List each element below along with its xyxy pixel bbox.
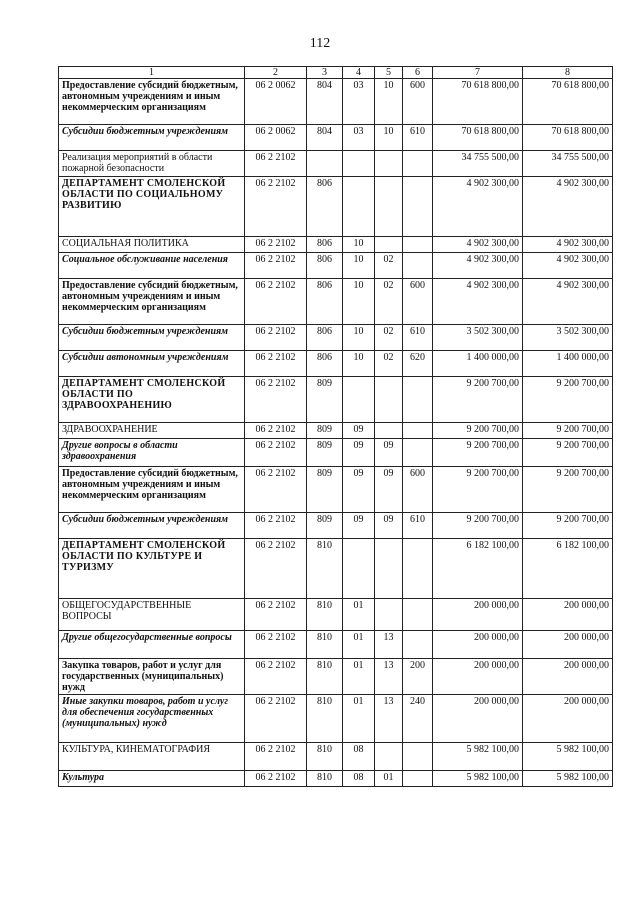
- subsection-code: 09: [375, 467, 403, 513]
- target-article-code: 06 2 2102: [245, 177, 307, 237]
- expense-type-code: [403, 423, 433, 439]
- ministry-code: 810: [307, 771, 343, 787]
- amount-year-1: 3 502 300,00: [433, 325, 523, 351]
- ministry-code: 810: [307, 631, 343, 659]
- amount-year-2: 3 502 300,00: [523, 325, 613, 351]
- expense-type-code: [403, 599, 433, 631]
- amount-year-2: 4 902 300,00: [523, 253, 613, 279]
- ministry-code: 804: [307, 125, 343, 151]
- ministry-code: 810: [307, 659, 343, 695]
- section-code: 01: [343, 599, 375, 631]
- row-label: Другие общегосударственные вопросы: [59, 631, 245, 659]
- column-header: 2: [245, 67, 307, 79]
- table-row: [59, 743, 613, 771]
- target-article-code: 06 2 2102: [245, 539, 307, 599]
- table-row: [59, 151, 613, 177]
- subsection-code: 10: [375, 79, 403, 125]
- row-label: Предоставление субсидий бюджетным, автономным учреждениям и иным некоммерческим организациям: [59, 467, 245, 513]
- expense-type-code: [403, 377, 433, 423]
- table-row: [59, 631, 613, 659]
- subsection-code: 13: [375, 631, 403, 659]
- amount-year-1: 9 200 700,00: [433, 439, 523, 467]
- expense-type-code: [403, 743, 433, 771]
- amount-year-1: 200 000,00: [433, 599, 523, 631]
- target-article-code: 06 2 2102: [245, 377, 307, 423]
- target-article-code: 06 2 2102: [245, 599, 307, 631]
- ministry-code: 810: [307, 539, 343, 599]
- subsection-code: [375, 377, 403, 423]
- row-label: Предоставление субсидий бюджетным, автономным учреждениям и иным некоммерческим организациям: [59, 279, 245, 325]
- target-article-code: 06 2 2102: [245, 695, 307, 743]
- table-row: [59, 125, 613, 151]
- expense-type-code: 610: [403, 513, 433, 539]
- amount-year-1: 70 618 800,00: [433, 79, 523, 125]
- table-row: [59, 467, 613, 513]
- ministry-code: 806: [307, 351, 343, 377]
- column-header: 3: [307, 67, 343, 79]
- expense-type-code: [403, 151, 433, 177]
- ministry-code: 810: [307, 743, 343, 771]
- section-code: 10: [343, 237, 375, 253]
- subsection-code: 13: [375, 695, 403, 743]
- section-code: [343, 377, 375, 423]
- expense-type-code: [403, 539, 433, 599]
- section-code: 01: [343, 659, 375, 695]
- ministry-code: 810: [307, 695, 343, 743]
- amount-year-2: 5 982 100,00: [523, 743, 613, 771]
- table-row: [59, 237, 613, 253]
- ministry-code: 806: [307, 253, 343, 279]
- amount-year-1: 4 902 300,00: [433, 237, 523, 253]
- expense-type-code: [403, 439, 433, 467]
- expense-type-code: 600: [403, 79, 433, 125]
- amount-year-1: 4 902 300,00: [433, 253, 523, 279]
- expense-type-code: 200: [403, 659, 433, 695]
- row-label: Субсидии бюджетным учреждениям: [59, 513, 245, 539]
- amount-year-1: 200 000,00: [433, 695, 523, 743]
- budget-table: [58, 66, 613, 787]
- amount-year-1: 9 200 700,00: [433, 377, 523, 423]
- column-header: 7: [433, 67, 523, 79]
- expense-type-code: 610: [403, 125, 433, 151]
- subsection-code: [375, 423, 403, 439]
- ministry-code: 806: [307, 279, 343, 325]
- column-header: 6: [403, 67, 433, 79]
- table-row: [59, 253, 613, 279]
- target-article-code: 06 2 2102: [245, 771, 307, 787]
- section-code: 01: [343, 695, 375, 743]
- expense-type-code: [403, 631, 433, 659]
- amount-year-2: 200 000,00: [523, 659, 613, 695]
- table-row: [59, 695, 613, 743]
- amount-year-1: 200 000,00: [433, 659, 523, 695]
- section-code: 09: [343, 513, 375, 539]
- amount-year-1: 70 618 800,00: [433, 125, 523, 151]
- row-label: ЗДРАВООХРАНЕНИЕ: [59, 423, 245, 439]
- section-code: [343, 539, 375, 599]
- table-row: [59, 513, 613, 539]
- subsection-code: 02: [375, 253, 403, 279]
- ministry-code: 809: [307, 439, 343, 467]
- amount-year-1: 1 400 000,00: [433, 351, 523, 377]
- table-row: [59, 79, 613, 125]
- ministry-code: 806: [307, 177, 343, 237]
- section-code: 10: [343, 325, 375, 351]
- subsection-code: 10: [375, 125, 403, 151]
- target-article-code: 06 2 2102: [245, 253, 307, 279]
- table-row: [59, 539, 613, 599]
- expense-type-code: [403, 771, 433, 787]
- amount-year-1: 5 982 100,00: [433, 771, 523, 787]
- subsection-code: 09: [375, 513, 403, 539]
- section-code: 10: [343, 253, 375, 279]
- subsection-code: 01: [375, 771, 403, 787]
- subsection-code: [375, 151, 403, 177]
- amount-year-2: 34 755 500,00: [523, 151, 613, 177]
- amount-year-2: 70 618 800,00: [523, 79, 613, 125]
- ministry-code: 809: [307, 377, 343, 423]
- row-label: СОЦИАЛЬНАЯ ПОЛИТИКА: [59, 237, 245, 253]
- amount-year-1: 200 000,00: [433, 631, 523, 659]
- section-code: [343, 151, 375, 177]
- ministry-code: [307, 151, 343, 177]
- row-label: КУЛЬТУРА, КИНЕМАТОГРАФИЯ: [59, 743, 245, 771]
- target-article-code: 06 2 2102: [245, 237, 307, 253]
- target-article-code: 06 2 2102: [245, 151, 307, 177]
- expense-type-code: 240: [403, 695, 433, 743]
- target-article-code: 06 2 0062: [245, 79, 307, 125]
- amount-year-2: 9 200 700,00: [523, 513, 613, 539]
- column-header: 5: [375, 67, 403, 79]
- table-row: [59, 325, 613, 351]
- section-code: 09: [343, 423, 375, 439]
- ministry-code: 809: [307, 513, 343, 539]
- expense-type-code: [403, 237, 433, 253]
- row-label: Социальное обслуживание населения: [59, 253, 245, 279]
- subsection-code: [375, 237, 403, 253]
- row-label: Закупка товаров, работ и услуг для государственных (муниципальных) нужд: [59, 659, 245, 695]
- section-code: 03: [343, 79, 375, 125]
- target-article-code: 06 2 2102: [245, 631, 307, 659]
- table-row: [59, 771, 613, 787]
- table-row: [59, 659, 613, 695]
- section-code: 10: [343, 279, 375, 325]
- page-number: 112: [309, 36, 331, 51]
- amount-year-1: 5 982 100,00: [433, 743, 523, 771]
- amount-year-2: 4 902 300,00: [523, 279, 613, 325]
- subsection-code: 09: [375, 439, 403, 467]
- expense-type-code: 610: [403, 325, 433, 351]
- section-code: 10: [343, 351, 375, 377]
- section-code: [343, 177, 375, 237]
- row-label: Реализация мероприятий в области пожарной безопасности: [59, 151, 245, 177]
- ministry-code: 809: [307, 467, 343, 513]
- subsection-code: 02: [375, 325, 403, 351]
- amount-year-2: 9 200 700,00: [523, 423, 613, 439]
- subsection-code: 02: [375, 279, 403, 325]
- ministry-code: 806: [307, 325, 343, 351]
- row-label: ОБЩЕГОСУДАРСТВЕННЫЕ ВОПРОСЫ: [59, 599, 245, 631]
- target-article-code: 06 2 2102: [245, 351, 307, 377]
- row-label: ДЕПАРТАМЕНТ СМОЛЕНСКОЙ ОБЛАСТИ ПО ЗДРАВООХРАНЕНИЮ: [59, 377, 245, 423]
- amount-year-1: 4 902 300,00: [433, 177, 523, 237]
- ministry-code: 810: [307, 599, 343, 631]
- amount-year-2: 4 902 300,00: [523, 177, 613, 237]
- amount-year-1: 34 755 500,00: [433, 151, 523, 177]
- table-row: [59, 279, 613, 325]
- subsection-code: [375, 599, 403, 631]
- expense-type-code: 620: [403, 351, 433, 377]
- table-row: [59, 351, 613, 377]
- expense-type-code: 600: [403, 467, 433, 513]
- section-code: 09: [343, 439, 375, 467]
- amount-year-1: 6 182 100,00: [433, 539, 523, 599]
- expense-type-code: [403, 253, 433, 279]
- amount-year-2: 5 982 100,00: [523, 771, 613, 787]
- target-article-code: 06 2 2102: [245, 325, 307, 351]
- section-code: 01: [343, 631, 375, 659]
- amount-year-1: 9 200 700,00: [433, 513, 523, 539]
- row-label: Иные закупки товаров, работ и услуг для обеспечения государственных (муниципальных) нужд: [59, 695, 245, 743]
- amount-year-1: 9 200 700,00: [433, 467, 523, 513]
- subsection-code: [375, 539, 403, 599]
- column-header: 4: [343, 67, 375, 79]
- row-label: Субсидии бюджетным учреждениям: [59, 125, 245, 151]
- amount-year-1: 4 902 300,00: [433, 279, 523, 325]
- target-article-code: 06 2 0062: [245, 125, 307, 151]
- subsection-code: 13: [375, 659, 403, 695]
- row-label: Предоставление субсидий бюджетным, автономным учреждениям и иным некоммерческим организациям: [59, 79, 245, 125]
- table-header-row: [59, 67, 613, 79]
- amount-year-2: 9 200 700,00: [523, 467, 613, 513]
- table-row: [59, 423, 613, 439]
- amount-year-2: 70 618 800,00: [523, 125, 613, 151]
- row-label: Субсидии бюджетным учреждениям: [59, 325, 245, 351]
- ministry-code: 804: [307, 79, 343, 125]
- amount-year-1: 9 200 700,00: [433, 423, 523, 439]
- expense-type-code: 600: [403, 279, 433, 325]
- row-label: Субсидии автономным учреждениям: [59, 351, 245, 377]
- expense-type-code: [403, 177, 433, 237]
- row-label: ДЕПАРТАМЕНТ СМОЛЕНСКОЙ ОБЛАСТИ ПО СОЦИАЛЬНОМУ РАЗВИТИЮ: [59, 177, 245, 237]
- column-header: 8: [523, 67, 613, 79]
- target-article-code: 06 2 2102: [245, 423, 307, 439]
- subsection-code: [375, 743, 403, 771]
- target-article-code: 06 2 2102: [245, 743, 307, 771]
- section-code: 03: [343, 125, 375, 151]
- subsection-code: 02: [375, 351, 403, 377]
- amount-year-2: 200 000,00: [523, 599, 613, 631]
- target-article-code: 06 2 2102: [245, 513, 307, 539]
- table-row: [59, 599, 613, 631]
- target-article-code: 06 2 2102: [245, 439, 307, 467]
- table-row: [59, 177, 613, 237]
- amount-year-2: 4 902 300,00: [523, 237, 613, 253]
- table-row: [59, 439, 613, 467]
- section-code: 08: [343, 743, 375, 771]
- amount-year-2: 200 000,00: [523, 695, 613, 743]
- row-label: Культура: [59, 771, 245, 787]
- amount-year-2: 200 000,00: [523, 631, 613, 659]
- amount-year-2: 6 182 100,00: [523, 539, 613, 599]
- ministry-code: 806: [307, 237, 343, 253]
- section-code: 09: [343, 467, 375, 513]
- target-article-code: 06 2 2102: [245, 659, 307, 695]
- amount-year-2: 9 200 700,00: [523, 377, 613, 423]
- row-label: Другие вопросы в области здравоохранения: [59, 439, 245, 467]
- amount-year-2: 9 200 700,00: [523, 439, 613, 467]
- row-label: ДЕПАРТАМЕНТ СМОЛЕНСКОЙ ОБЛАСТИ ПО КУЛЬТУРЕ И ТУРИЗМУ: [59, 539, 245, 599]
- target-article-code: 06 2 2102: [245, 467, 307, 513]
- column-header: 1: [59, 67, 245, 79]
- table-row: [59, 377, 613, 423]
- target-article-code: 06 2 2102: [245, 279, 307, 325]
- section-code: 08: [343, 771, 375, 787]
- subsection-code: [375, 177, 403, 237]
- ministry-code: 809: [307, 423, 343, 439]
- amount-year-2: 1 400 000,00: [523, 351, 613, 377]
